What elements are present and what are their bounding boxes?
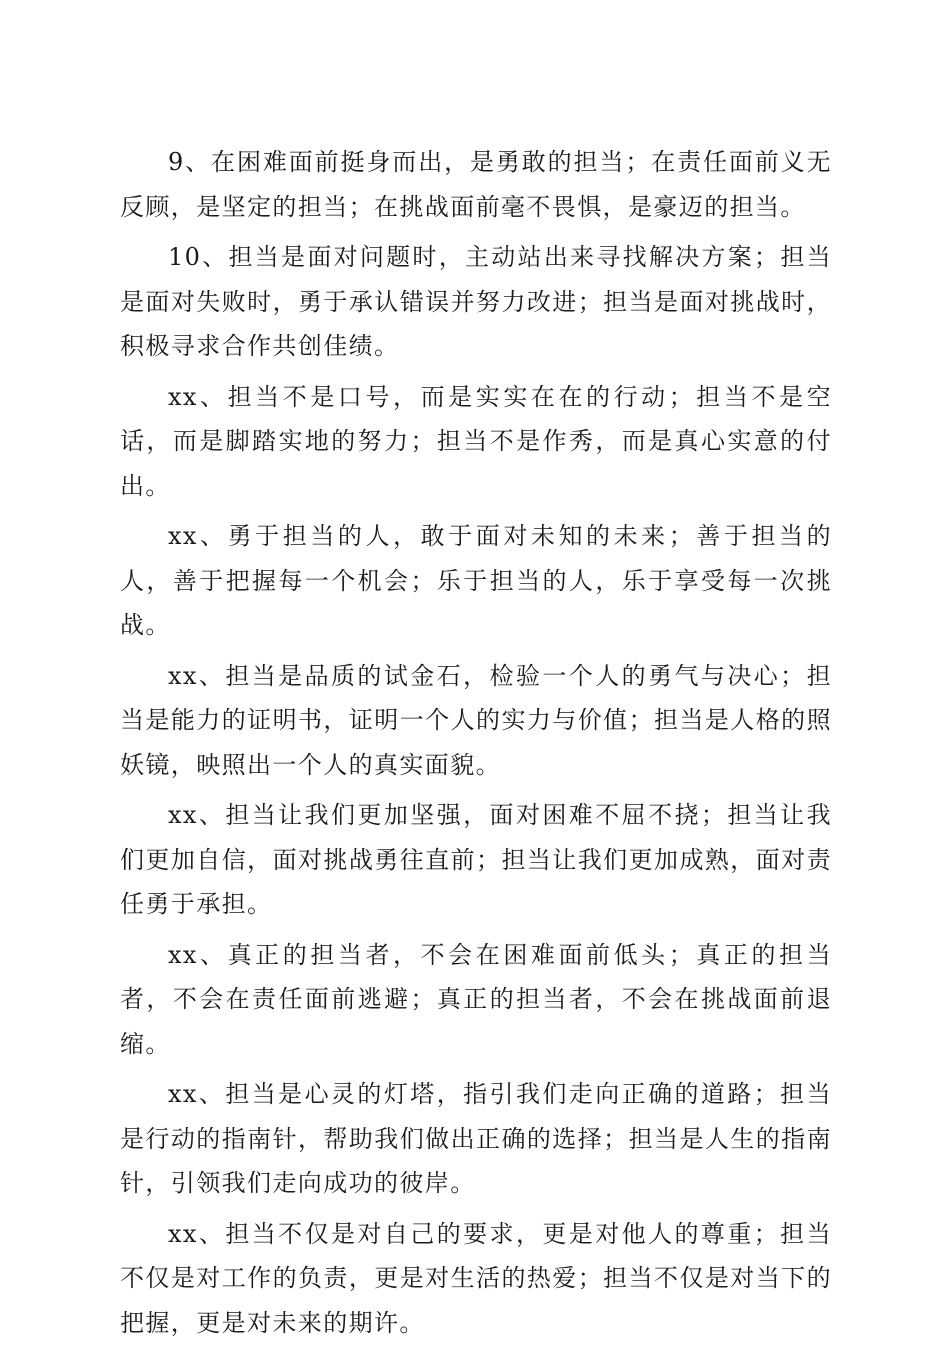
paragraph-xx-6: xx、担当是心灵的灯塔，指引我们走向正确的道路；担当是行动的指南针，帮助我们做出正确的选择；担当是人生的指南针，引领我们走向成功的彼岸。: [120, 1080, 832, 1197]
paragraph-9: 9、在困难面前挺身而出，是勇敢的担当；在责任面前义无反顾，是坚定的担当；在挑战面前毫不畏惧，是豪迈的担当。: [120, 148, 832, 221]
paragraph-xx-2: xx、勇于担当的人，敢于面对未知的未来；善于担当的人，善于把握每一个机会；乐于担当的人，乐于享受每一次挑战。: [120, 522, 832, 639]
document-body: [120, 140, 832, 1351]
paragraph-10: 10、担当是面对问题时，主动站出来寻找解决方案；担当是面对失败时，勇于承认错误并努力改进；担当是面对挑战时，积极寻求合作共创佳绩。: [120, 243, 832, 360]
paragraph-xx-4: xx、担当让我们更加坚强，面对困难不屈不挠；担当让我们更加自信，面对挑战勇往直前；担当让我们更加成熟，面对责任勇于承担。: [120, 801, 832, 918]
paragraph-xx-7: xx、担当不仅是对自己的要求，更是对他人的尊重；担当不仅是对工作的负责，更是对生活的热爱；担当不仅是对当下的把握，更是对未来的期许。: [120, 1219, 832, 1337]
paragraph-xx-1: xx、担当不是口号，而是实实在在的行动；担当不是空话，而是脚踏实地的努力；担当不是作秀，而是真心实意的付出。: [120, 382, 832, 500]
paragraph-xx-5: xx、真正的担当者，不会在困难面前低头；真正的担当者，不会在责任面前逃避；真正的担当者，不会在挑战面前退缩。: [120, 940, 832, 1058]
paragraph-xx-3: xx、担当是品质的试金石，检验一个人的勇气与决心；担当是能力的证明书，证明一个人的实力与价值；担当是人格的照妖镜，映照出一个人的真实面貌。: [120, 661, 832, 779]
